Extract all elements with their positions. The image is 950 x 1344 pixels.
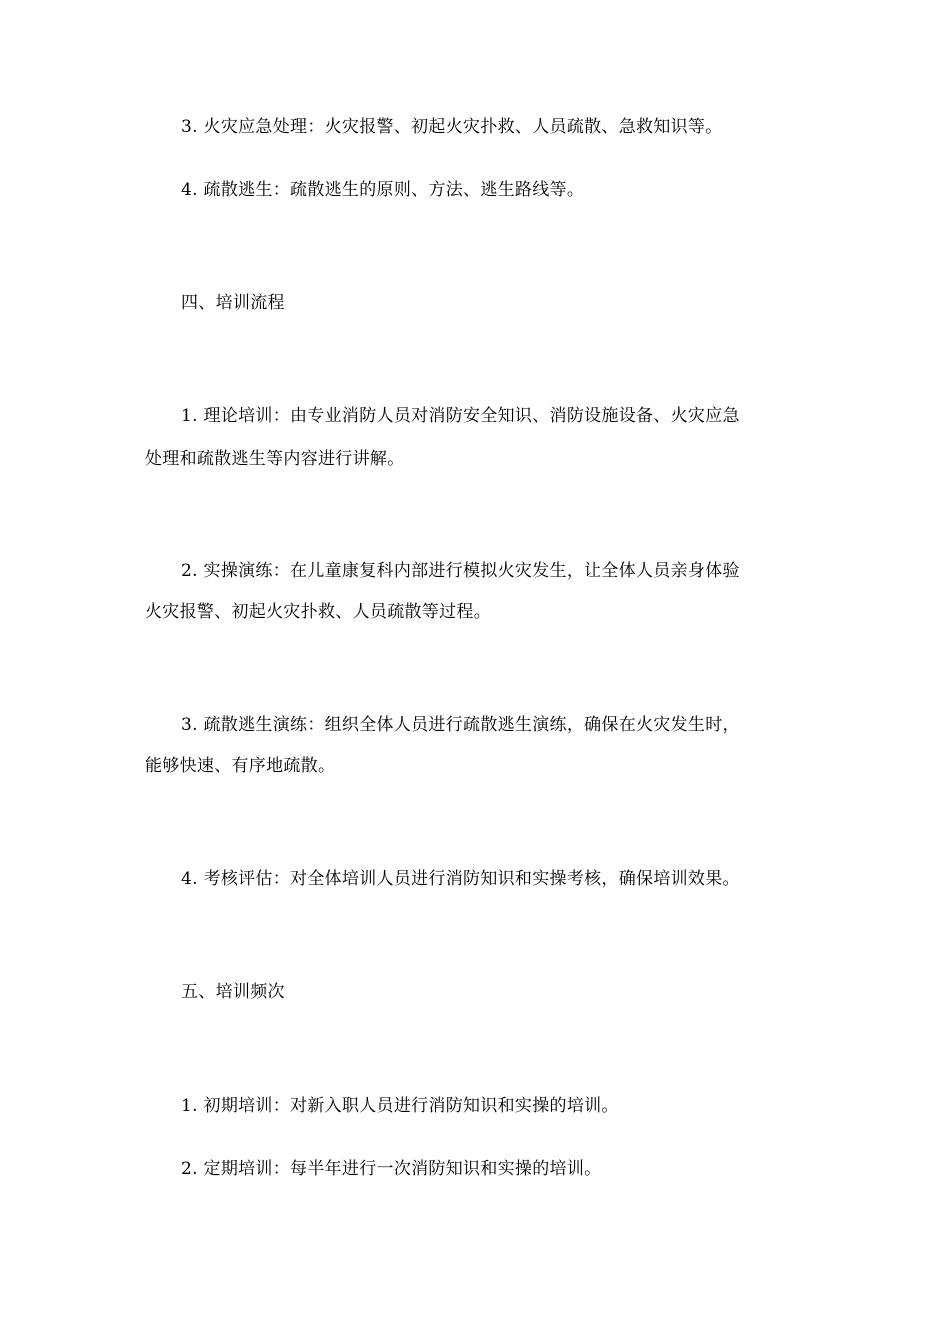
process-item-1-line-1: 1. 理论培训：由专业消防人员对消防安全知识、消防设施设备、火灾应急 [181, 406, 740, 426]
section-heading-training-frequency: 五、培训频次 [181, 982, 285, 1002]
process-item-2-line-2: 火灾报警、初起火灾扑救、人员疏散等过程。 [145, 602, 491, 622]
frequency-item-2: 2. 定期培训：每半年进行一次消防知识和实操的培训。 [181, 1159, 602, 1179]
section-heading-training-process: 四、培训流程 [181, 293, 285, 313]
process-item-1-line-2: 处理和疏散逃生等内容进行讲解。 [145, 449, 405, 469]
process-item-3-line-2: 能够快速、有序地疏散。 [145, 756, 336, 776]
content-item-fire-emergency: 3. 火灾应急处理：火灾报警、初起火灾扑救、人员疏散、急救知识等。 [181, 117, 723, 137]
frequency-item-1: 1. 初期培训：对新入职人员进行消防知识和实操的培训。 [181, 1096, 619, 1116]
process-item-4: 4. 考核评估：对全体培训人员进行消防知识和实操考核，确保培训效果。 [181, 869, 740, 889]
process-item-3-line-1: 3. 疏散逃生演练：组织全体人员进行疏散逃生演练，确保在火灾发生时， [181, 715, 740, 735]
process-item-2-line-1: 2. 实操演练：在儿童康复科内部进行模拟火灾发生，让全体人员亲身体验 [181, 561, 740, 581]
content-item-evacuation: 4. 疏散逃生：疏散逃生的原则、方法、逃生路线等。 [181, 180, 585, 200]
